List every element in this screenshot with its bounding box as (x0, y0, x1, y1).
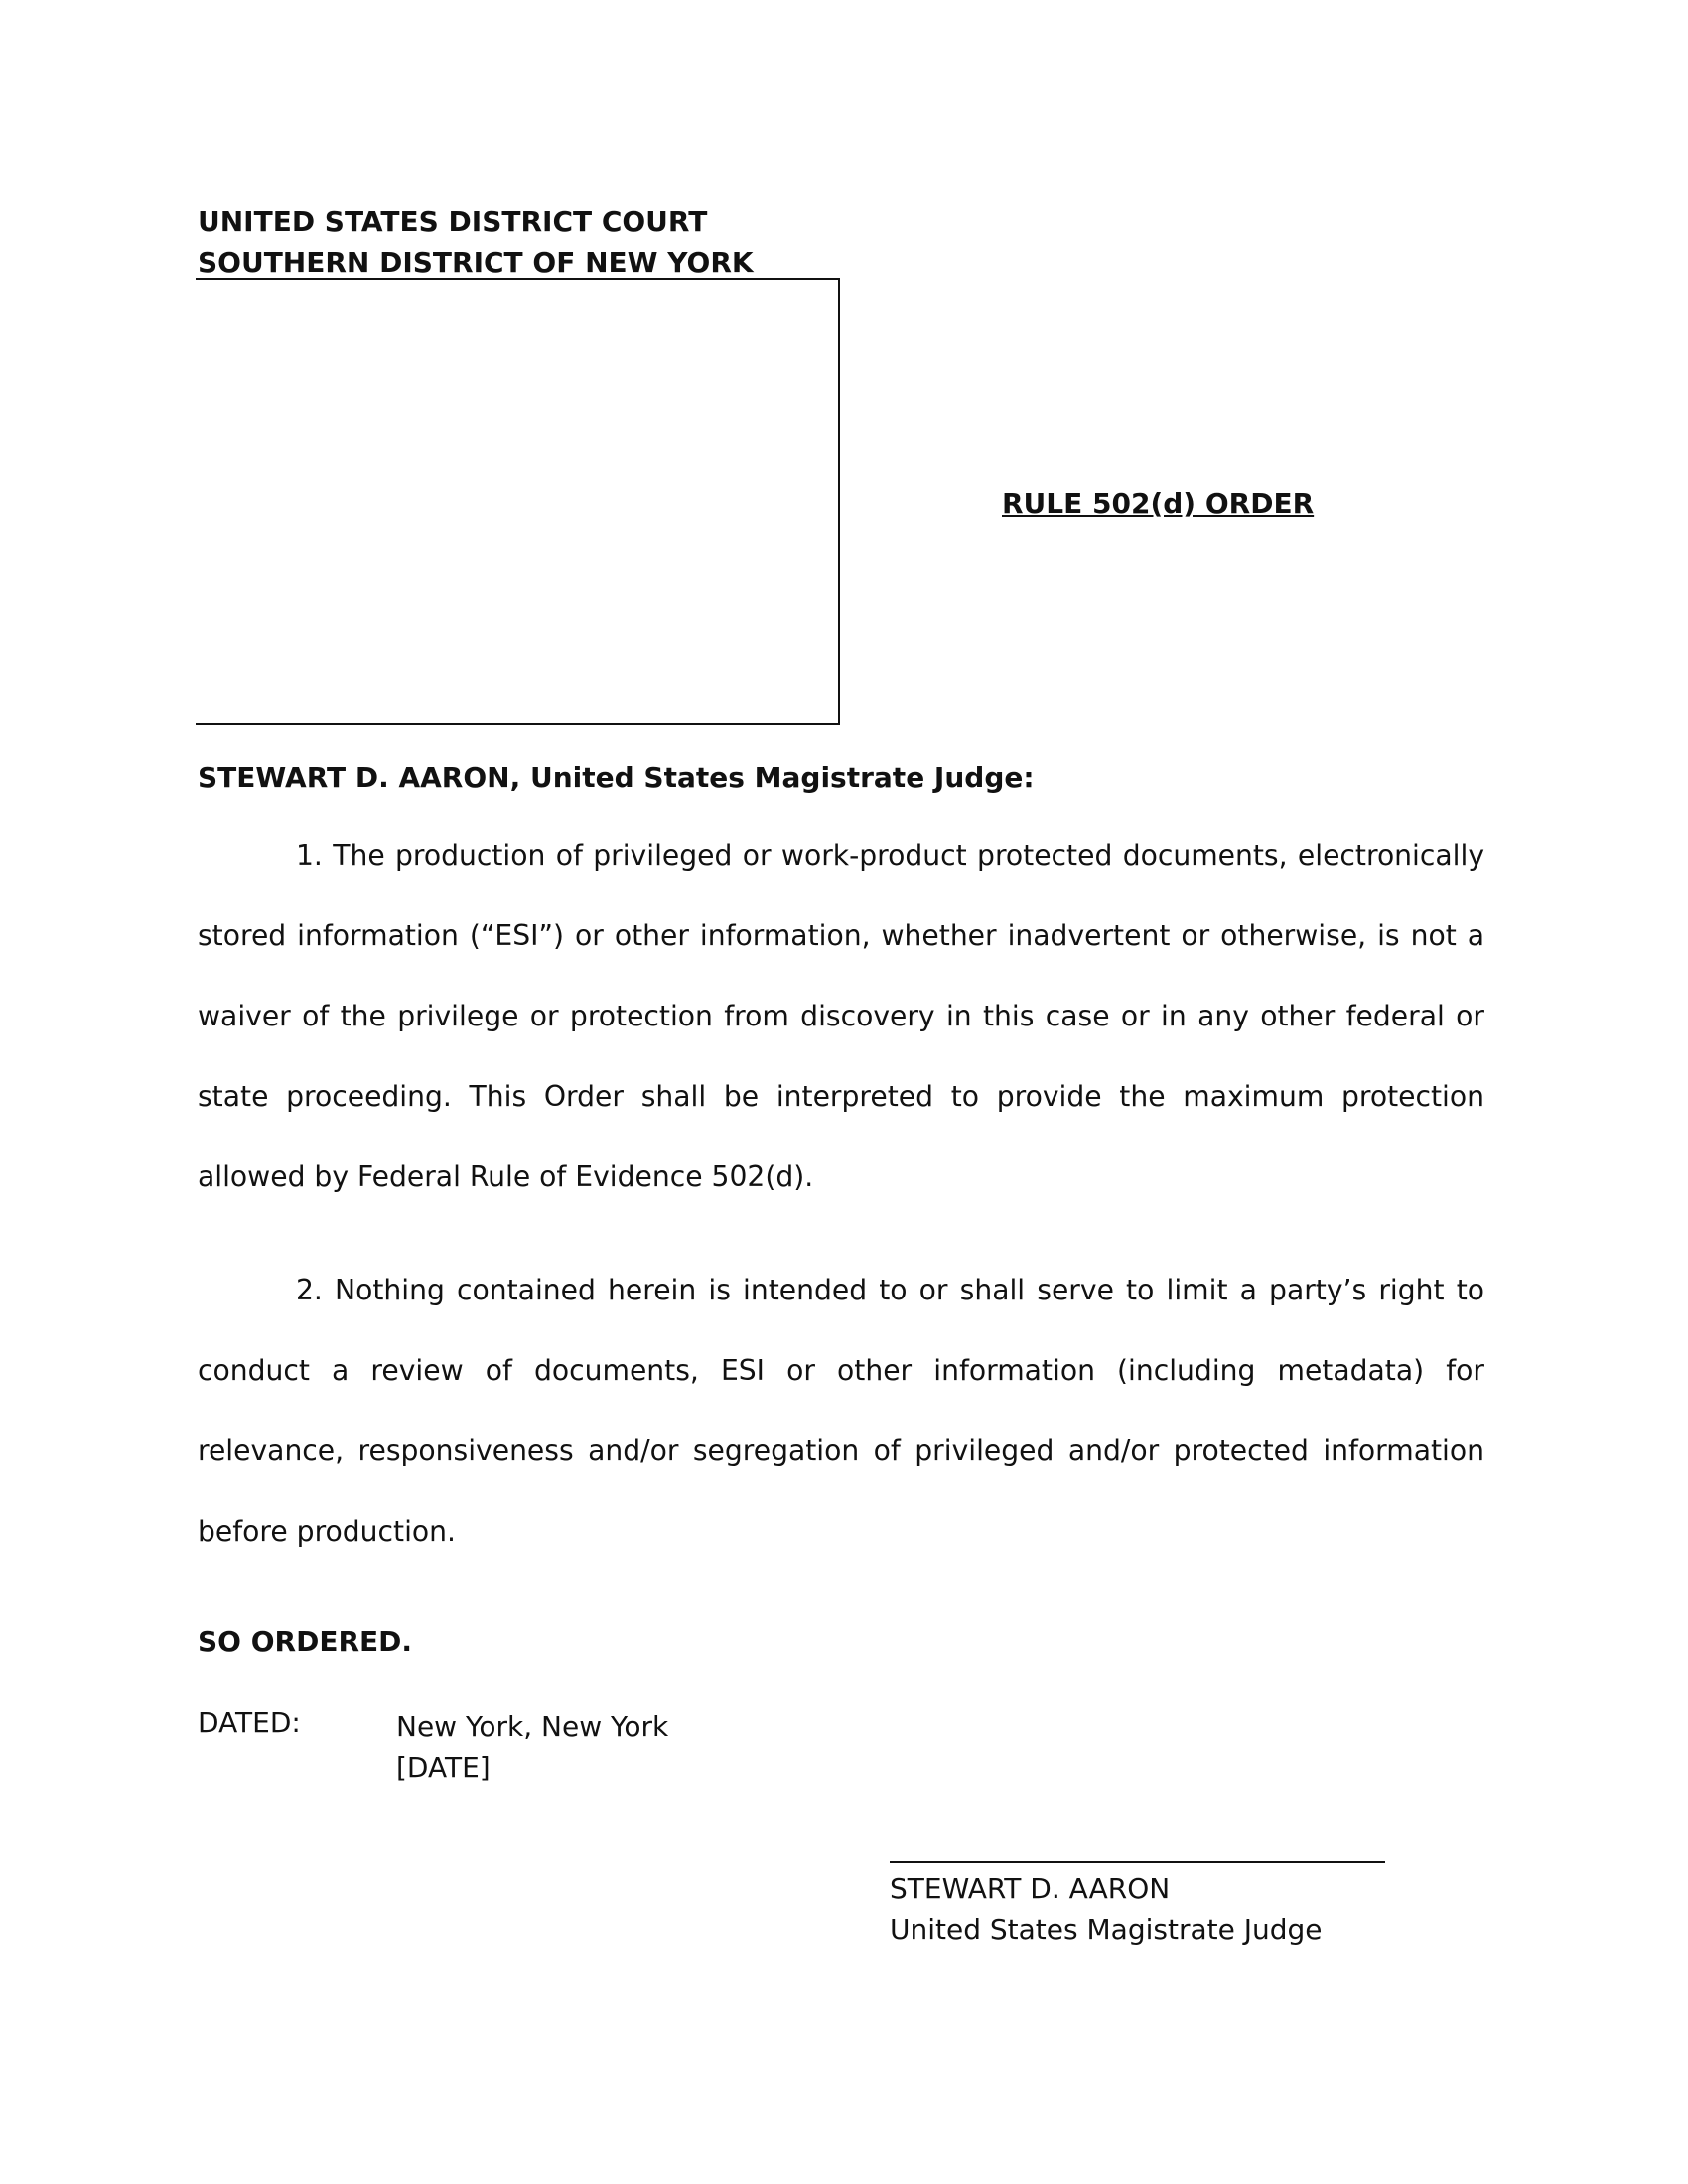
court-header (198, 202, 754, 283)
so-ordered: SO ORDERED. (198, 1625, 413, 1658)
order-title: RULE 502(d) ORDER (1002, 487, 1315, 520)
dated-place: New York, New York (396, 1710, 669, 1743)
court-district: SOUTHERN DISTRICT OF NEW YORK (198, 246, 754, 279)
signature-title: United States Magistrate Judge (890, 1913, 1323, 1946)
signature-line (890, 1861, 1385, 1863)
dated-label: DATED: (198, 1706, 301, 1739)
signature-block (890, 1868, 1323, 1950)
paragraph-1: 1. The production of privileged or work-product protected documents, electronically stored information (“ESI”) or other information, whether inadvertent or otherwise, is not a waiver of the privilege or protection from discovery in this case or in any other federal or state proceeding. This Order shall be interpreted to provide the maximum protection allowed by Federal Rule of Evidence 502(d). (198, 839, 1484, 1193)
dated-value (396, 1706, 668, 1788)
case-caption-box (196, 278, 840, 725)
signature-name: STEWART D. AARON (890, 1872, 1171, 1905)
court-name: UNITED STATES DISTRICT COURT (198, 205, 708, 238)
judge-heading: STEWART D. AARON, United States Magistrate Judge: (198, 761, 1035, 794)
paragraph-2: 2. Nothing contained herein is intended to or shall serve to limit a party’s right to conduct a review of documents, ESI or other information (including metadata) for relevance, responsiveness and/or segregation of privileged and/or protected information before production. (198, 1274, 1484, 1548)
dated-date: [DATE] (396, 1751, 491, 1784)
